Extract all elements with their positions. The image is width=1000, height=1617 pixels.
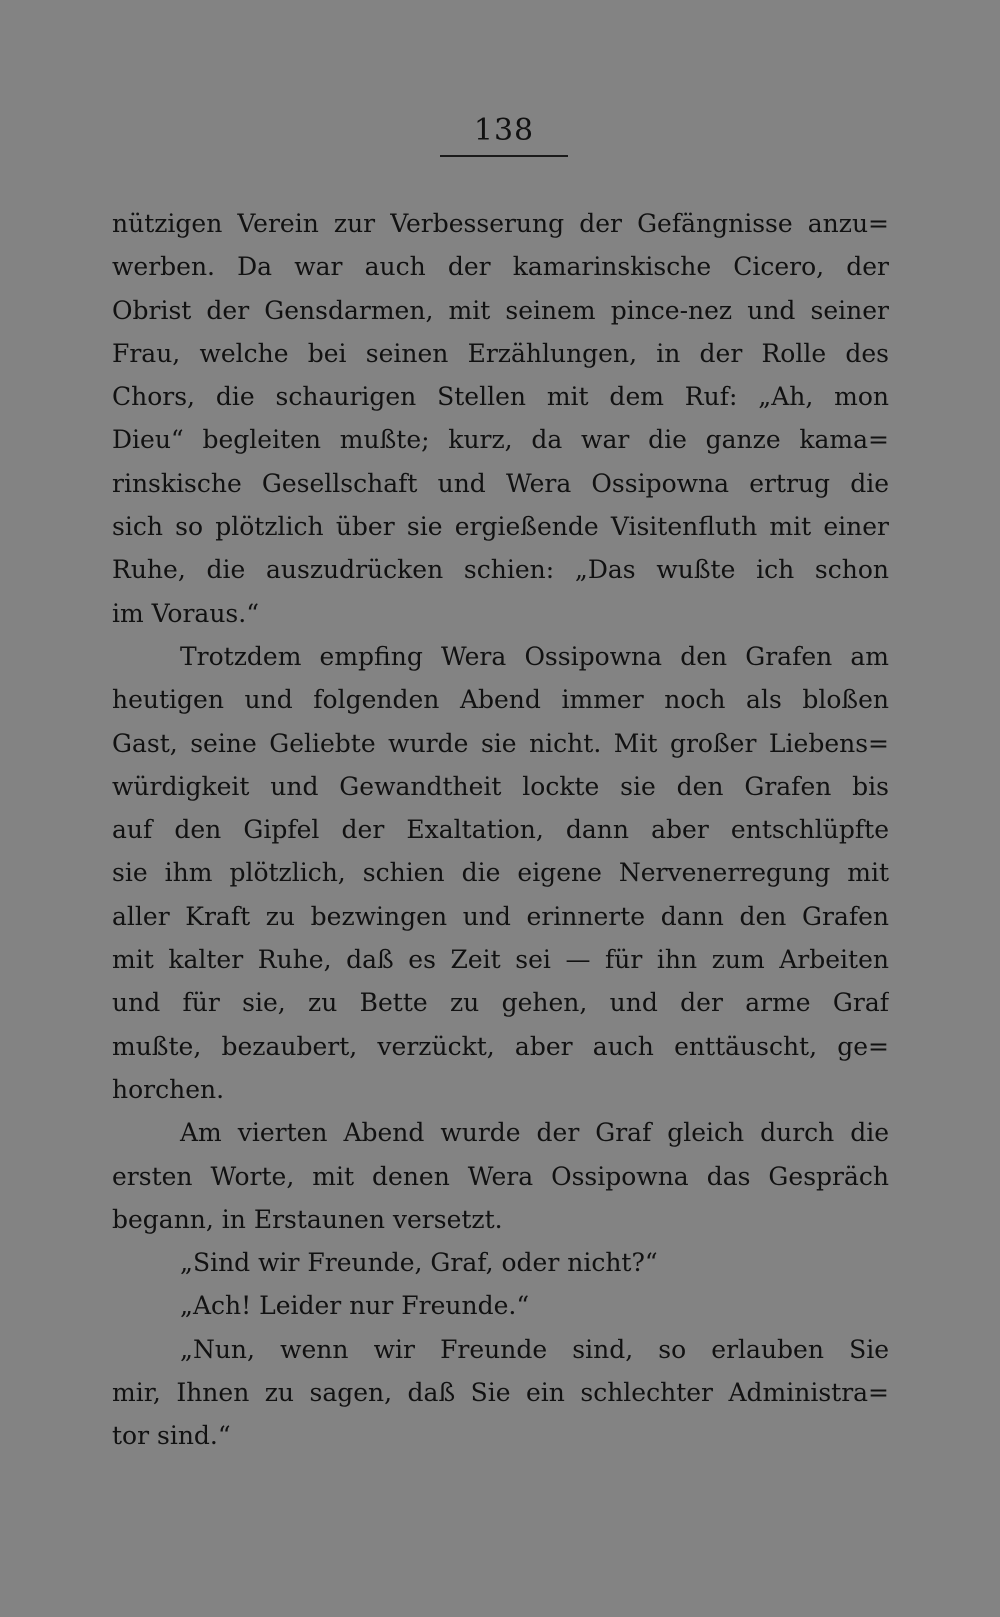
text-line: heutigen und folgenden Abend immer noch als bloßen [112, 685, 889, 715]
text-line: Trotzdem empfing Wera Ossipowna den Grafen am [180, 641, 889, 671]
text-line: Gast, seine Geliebte wurde sie nicht. Mit großer Liebens= [112, 728, 889, 758]
text-line: rinskische Gesellschaft und Wera Ossipowna ertrug die [112, 468, 889, 498]
text-line: mußte, bezaubert, verzückt, aber auch enttäuscht, ge= [112, 1031, 889, 1061]
text-line: nützigen Verein zur Verbesserung der Gefängnisse anzu= [112, 209, 889, 238]
text-line: begann, in Erstaunen versetzt. [112, 1204, 503, 1234]
page-number: 138 [473, 113, 535, 148]
text-line: würdigkeit und Gewandtheit lockte sie den Grafen bis [112, 771, 889, 801]
text-line: und für sie, zu Bette zu gehen, und der arme Graf [112, 988, 889, 1018]
text-line: Frau, welche bei seinen Erzählungen, in der Rolle des [112, 338, 889, 368]
text-line: im Voraus.“ [112, 598, 259, 628]
text-line: sie ihm plötzlich, schien die eigene Nervenerregung mit [112, 858, 889, 888]
text-line: ersten Worte, mit denen Wera Ossipowna das Gespräch [112, 1161, 889, 1191]
text-line: „Sind wir Freunde, Graf, oder nicht?“ [180, 1248, 658, 1278]
text-line: „Nun, wenn wir Freunde sind, so erlauben Sie [180, 1334, 889, 1364]
text-line: Obrist der Gensdarmen, mit seinem pince-nez und seiner [112, 295, 889, 325]
text-line: Chors, die schaurigen Stellen mit dem Ruf: „Ah, mon [112, 382, 889, 412]
text-line: werben. Da war auch der kamarinskische Cicero, der [112, 252, 889, 282]
text-line: Am vierten Abend wurde der Graf gleich durch die [180, 1118, 889, 1148]
text-line: Dieu“ begleiten mußte; kurz, da war die ganze kama= [112, 425, 889, 455]
text-line: mit kalter Ruhe, daß es Zeit sei — für ihn zum Arbeiten [112, 945, 889, 975]
text-line: mir, Ihnen zu sagen, daß Sie ein schlechter Administra= [112, 1378, 889, 1408]
text-line: Ruhe, die auszudrücken schien: „Das wußte ich schon [112, 555, 889, 585]
text-line: tor sind.“ [112, 1421, 231, 1451]
text-line: aller Kraft zu bezwingen und erinnerte dann den Grafen [112, 901, 889, 931]
text-line: sich so plötzlich über sie ergießende Visitenfluth mit einer [112, 512, 889, 542]
text-line: horchen. [112, 1074, 225, 1104]
body-text [112, 202, 889, 1458]
text-line: auf den Gipfel der Exaltation, dann aber entschlüpfte [112, 815, 889, 845]
page-number-rule [440, 155, 568, 157]
text-line: „Ach! Leider nur Freunde.“ [180, 1291, 530, 1321]
